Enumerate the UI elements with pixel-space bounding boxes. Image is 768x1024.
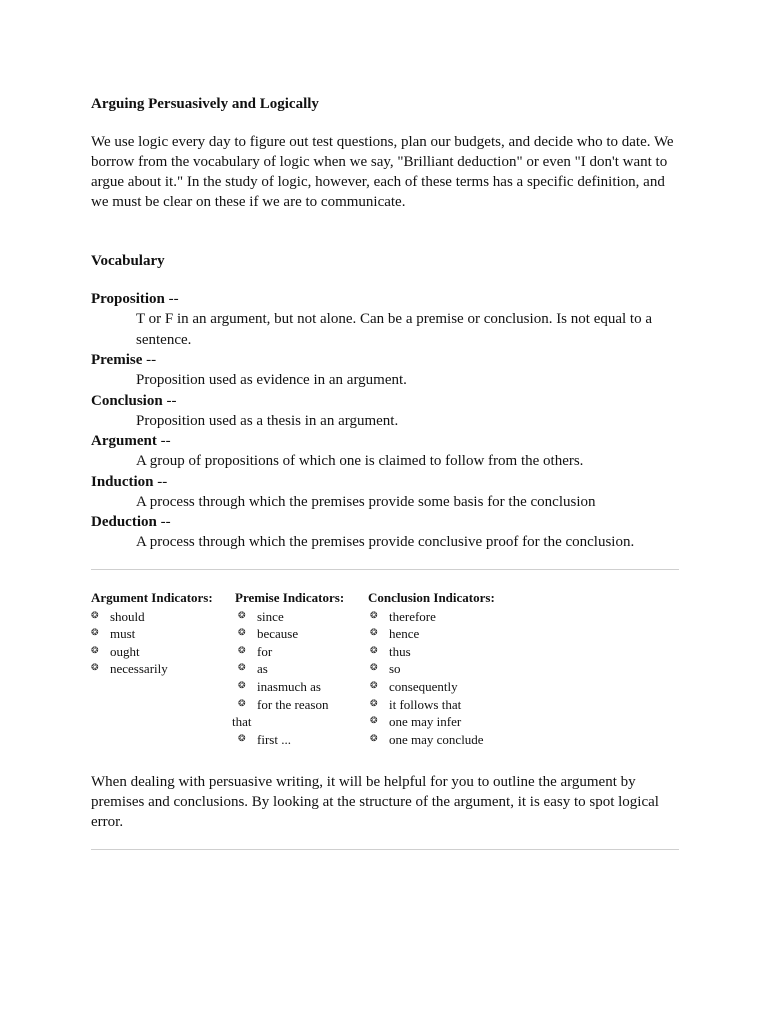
vocab-definition-proposition: T or F in an argument, but not alone. Can be a premise or conclusion. Is not equal to a sentence. <box>136 311 652 348</box>
indicator-item <box>368 608 518 626</box>
bullet-icon: ❂ <box>238 644 246 655</box>
term-name: Deduction <box>91 514 157 530</box>
indicator-item <box>368 660 518 678</box>
indicator-text: since <box>257 608 284 624</box>
bullet-icon: ❂ <box>91 662 99 673</box>
indicator-text: so <box>389 661 401 677</box>
term-separator: -- <box>156 514 171 530</box>
indicator-item <box>368 731 518 749</box>
conclusion-indicators-heading: Conclusion Indicators: <box>368 590 495 605</box>
indicator-text: ought <box>110 643 140 659</box>
indicator-text: necessarily <box>110 661 168 677</box>
indicator-item <box>91 625 231 643</box>
indicator-text: consequently <box>389 678 458 694</box>
argument-indicators-column <box>91 589 231 678</box>
vocab-definition-conclusion: Proposition used as a thesis in an argument. <box>136 412 399 429</box>
indicator-text: should <box>110 608 145 624</box>
bullet-icon: ❂ <box>238 697 246 708</box>
vocab-term-deduction <box>91 512 681 532</box>
horizontal-divider <box>91 849 679 850</box>
term-name: Premise <box>91 352 143 368</box>
bullet-icon: ❂ <box>238 627 246 638</box>
indicator-item <box>235 731 359 749</box>
indicator-text: inasmuch as <box>257 678 321 694</box>
indicator-item <box>368 713 518 731</box>
term-name: Argument <box>91 433 157 449</box>
vocab-definition-premise: Proposition used as evidence in an argument. <box>136 372 407 388</box>
vocab-term-conclusion <box>91 391 681 411</box>
term-name: Conclusion <box>91 392 163 409</box>
indicator-text: must <box>110 626 136 642</box>
bullet-icon: ❂ <box>238 679 246 690</box>
bullet-icon: ❂ <box>370 662 378 673</box>
horizontal-divider <box>91 569 679 570</box>
indicator-item <box>368 643 518 661</box>
indicator-item <box>368 678 518 696</box>
term-separator: -- <box>164 291 179 307</box>
indicator-text: first ... <box>257 731 291 747</box>
bullet-icon: ❂ <box>370 644 378 655</box>
indicator-item <box>235 625 359 643</box>
bullet-icon: ❂ <box>370 697 378 708</box>
premise-indicators-column <box>232 589 359 748</box>
bullet-icon: ❂ <box>91 644 99 655</box>
indicator-text: one may conclude <box>389 731 484 747</box>
bullet-icon: ❂ <box>238 732 246 743</box>
term-separator: -- <box>142 352 157 368</box>
premise-indicators-heading: Premise Indicators: <box>235 590 345 605</box>
argument-indicators-heading: Argument Indicators: <box>91 590 213 605</box>
indicator-text: hence <box>389 626 420 642</box>
term-separator: -- <box>153 473 168 490</box>
indicator-item <box>368 696 518 714</box>
bullet-icon: ❂ <box>370 609 378 620</box>
premise-indicators-list <box>232 608 359 749</box>
bullet-icon: ❂ <box>370 715 378 726</box>
indicator-item <box>235 608 359 626</box>
bullet-icon: ❂ <box>91 627 99 638</box>
term-name: Induction <box>91 473 154 490</box>
term-separator: -- <box>156 433 171 449</box>
outro-paragraph: When dealing with persuasive writing, it will be helpful for you to outline the argument by premises and conclusions. By looking at the structure of the argument, it is easy to spot logical error. <box>91 774 659 830</box>
indicator-item <box>91 608 231 626</box>
vocab-term-argument <box>91 431 681 451</box>
vocab-term-induction <box>91 472 681 492</box>
bullet-icon: ❂ <box>238 609 246 620</box>
document-title: Arguing Persuasively and Logically <box>91 96 319 112</box>
indicator-text: for the reason <box>257 696 329 712</box>
indicator-item <box>368 625 518 643</box>
indicator-text: therefore <box>389 608 436 624</box>
term-separator: -- <box>162 392 177 409</box>
vocab-term-premise <box>91 350 681 370</box>
vocab-definition-induction: A process through which the premises provide some basis for the conclusion <box>136 493 596 510</box>
indicator-item <box>91 643 231 661</box>
bullet-icon: ❂ <box>91 609 99 620</box>
conclusion-indicators-column <box>368 589 518 748</box>
indicator-item <box>235 678 359 696</box>
intro-paragraph: We use logic every day to figure out test questions, plan our budgets, and decide who to date. We borrow from the vocabulary of logic when we say, "Brilliant deduction" or even "I don't want to argue about it." In the study of logic, however, each of these terms has a specific definition, and we must be clear on these if we are to communicate. <box>91 134 674 210</box>
indicator-item <box>235 696 359 714</box>
vocabulary-list <box>91 289 681 553</box>
indicator-text: one may infer <box>389 714 462 730</box>
bullet-icon: ❂ <box>370 732 378 743</box>
indicator-text-continuation: that <box>232 714 252 730</box>
indicator-text: thus <box>389 643 411 659</box>
indicator-item <box>91 660 231 678</box>
indicator-item <box>235 643 359 661</box>
indicator-text: for <box>257 643 273 659</box>
argument-indicators-list <box>91 608 231 678</box>
term-name: Proposition <box>91 291 165 307</box>
bullet-icon: ❂ <box>238 662 246 673</box>
vocabulary-heading: Vocabulary <box>91 253 165 269</box>
conclusion-indicators-list <box>368 608 518 749</box>
vocab-term-proposition <box>91 289 681 309</box>
vocab-definition-argument: A group of propositions of which one is claimed to follow from the others. <box>136 453 584 469</box>
indicator-text: as <box>257 661 268 677</box>
indicator-text: it follows that <box>389 696 462 712</box>
bullet-icon: ❂ <box>370 679 378 690</box>
vocab-definition-deduction: A process through which the premises provide conclusive proof for the conclusion. <box>136 534 635 550</box>
indicator-item <box>235 660 359 678</box>
bullet-icon: ❂ <box>370 627 378 638</box>
indicator-text: because <box>257 626 299 642</box>
